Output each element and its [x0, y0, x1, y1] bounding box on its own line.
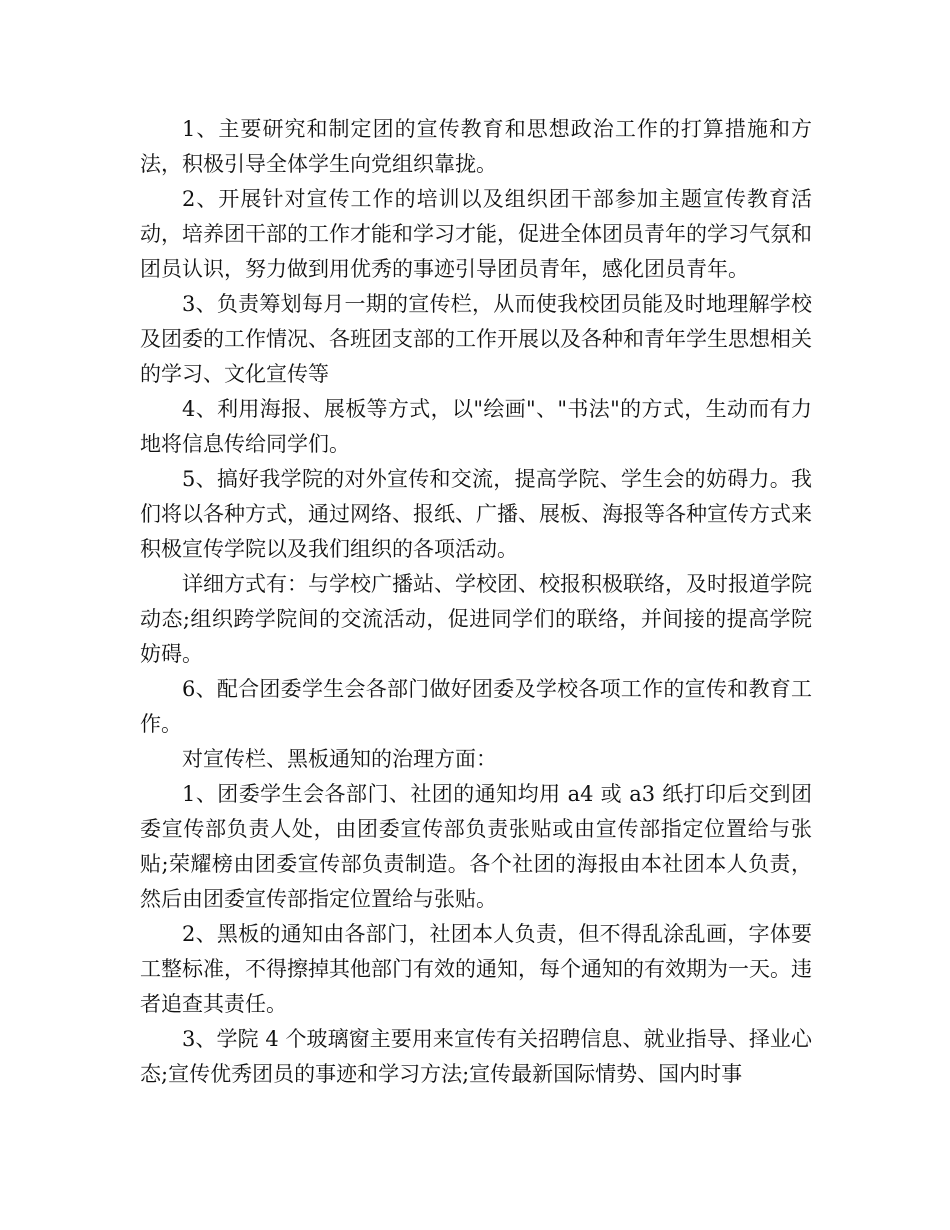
paragraph-5: 5、搞好我学院的对外宣传和交流，提高学院、学生会的妨碍力。我们将以各种方式，通过网络、报纸、广播、展板、海报等各种宣传方式来积极宣传学院以及我们组织的各项活动。: [140, 467, 812, 561]
paragraph-6: 6、配合团委学生会各部门做好团委及学校各项工作的宣传和教育工作。: [140, 677, 812, 736]
rule-1: 1、团委学生会各部门、社团的通知均用 a4 或 a3 纸打印后交到团委宣传部负责人处，由团委宣传部负责张贴或由宣传部指定位置给与张贴;荣耀榜由团委宣传部负责制造。各个社团的海报由本社团本人负责，然后由团委宣传部指定位置给与张贴。: [140, 782, 812, 911]
rule-3: 3、学院 4 个玻璃窗主要用来宣传有关招聘信息、就业指导、择业心态;宣传优秀团员的事迹和学习方法;宣传最新国际情势、国内时事: [140, 1027, 812, 1086]
paragraph-3: 3、负责筹划每月一期的宣传栏，从而使我校团员能及时地理解学校及团委的工作情况、各班团支部的工作开展以及各种和青年学生思想相关的学习、文化宣传等: [140, 292, 812, 386]
paragraph-4: 4、利用海报、展板等方式，以"绘画"、"书法"的方式，生动而有力地将信息传给同学们。: [140, 397, 812, 456]
document-body: [140, 112, 812, 1092]
rule-2: 2、黑板的通知由各部门，社团本人负责，但不得乱涂乱画，字体要工整标准，不得擦掉其他部门有效的通知，每个通知的有效期为一天。违者追查其责任。: [140, 922, 812, 1016]
paragraph-1: 1、主要研究和制定团的宣传教育和思想政治工作的打算措施和方法，积极引导全体学生向党组织靠拢。: [140, 117, 812, 176]
paragraph-details: 详细方式有：与学校广播站、学校团、校报积极联络，及时报道学院动态;组织跨学院间的交流活动，促进同学们的联络，并间接的提高学院妨碍。: [140, 572, 812, 666]
section-heading: 对宣传栏、黑板通知的治理方面：: [182, 747, 497, 771]
paragraph-2: 2、开展针对宣传工作的培训以及组织团干部参加主题宣传教育活动，培养团干部的工作才能和学习才能，促进全体团员青年的学习气氛和团员认识，努力做到用优秀的事迹引导团员青年，感化团员青年。: [140, 187, 812, 281]
